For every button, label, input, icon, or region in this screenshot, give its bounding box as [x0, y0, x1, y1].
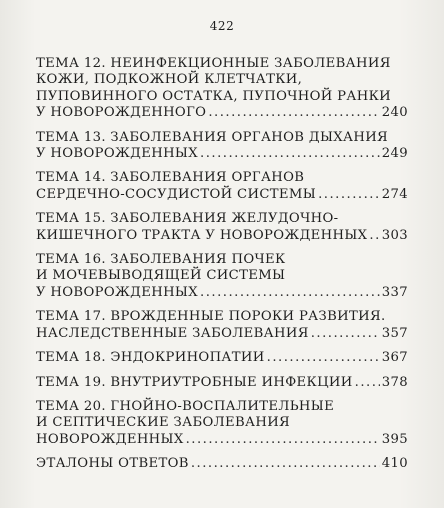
toc-entry-line: И СЕПТИЧЕСКИЕ ЗАБОЛЕВАНИЯ — [36, 415, 291, 431]
toc-page-number: 249 — [381, 146, 408, 162]
dot-leader — [267, 350, 380, 366]
toc-entry-text: У НОВОРОЖДЕННЫХ — [36, 284, 198, 300]
page-number: 422 — [209, 19, 235, 33]
toc-entry-text: У НОВОРОЖДЕННОГО — [36, 105, 207, 121]
toc-entry-text: НОВОРОЖДЕННЫХ — [36, 431, 184, 447]
toc-entry-14 — [36, 170, 408, 203]
toc-page-number: 410 — [381, 456, 408, 472]
toc-entry-last-line — [36, 326, 408, 342]
toc-entry-text: У НОВОРОЖДЕННЫХ — [36, 146, 198, 162]
toc-entry-17 — [36, 309, 408, 342]
dot-leader — [200, 285, 380, 301]
toc-entry-line: ТЕМА 17. ВРОЖДЕННЫЕ ПОРОКИ РАЗВИТИЯ. — [36, 309, 386, 325]
toc-page-number: 357 — [381, 325, 408, 341]
toc-entry-text: ТЕМА 18. ЭНДОКРИНОПАТИИ — [36, 350, 265, 366]
toc-entry-line: ТЕМА 15. ЗАБОЛЕВАНИЯ ЖЕЛУДОЧНО- — [36, 211, 339, 227]
toc-entry-last-line — [36, 350, 408, 366]
toc-entry-line: ПУПОВИННОГО ОСТАТКА, ПУПОЧНОЙ РАНКИ — [36, 88, 391, 104]
dot-leader — [200, 146, 380, 162]
dot-leader — [208, 105, 379, 121]
toc-page-number: 378 — [381, 374, 408, 390]
toc-entry-12 — [36, 56, 408, 122]
toc-entry-last-line — [36, 432, 408, 448]
toc-entry-last-line — [36, 285, 408, 301]
toc-entry-last-line — [36, 187, 408, 203]
toc-page-number: 303 — [381, 227, 408, 243]
toc-entry-15 — [36, 211, 408, 244]
toc-entry-last-line — [36, 228, 408, 244]
toc-entry-line: КОЖИ, ПОДКОЖНОЙ КЛЕТЧАТКИ, — [36, 72, 303, 88]
dot-leader — [186, 432, 380, 448]
toc-entry-13 — [36, 130, 408, 163]
toc-entry-20 — [36, 399, 408, 448]
dot-leader — [318, 187, 380, 203]
toc-page-number: 274 — [381, 186, 408, 202]
table-of-contents — [36, 56, 408, 481]
dot-leader — [369, 228, 379, 244]
toc-entry-line: ТЕМА 16. ЗАБОЛЕВАНИЯ ПОЧЕК — [36, 252, 286, 268]
toc-entry-text: ТЕМА 19. ВНУТРИУТРОБНЫЕ ИНФЕКЦИИ — [36, 374, 353, 390]
toc-entry-line: ТЕМА 12. НЕИНФЕКЦИОННЫЕ ЗАБОЛЕВАНИЯ — [36, 56, 391, 71]
toc-entry-last-line — [36, 105, 408, 121]
toc-entry-text: НАСЛЕДСТВЕННЫЕ ЗАБОЛЕВАНИЯ — [36, 325, 309, 341]
toc-entry-last-line — [36, 375, 408, 391]
toc-entry-text: КИШЕЧНОГО ТРАКТА У НОВОРОЖДЕННЫХ — [36, 227, 368, 243]
toc-page-number: 240 — [381, 105, 408, 121]
toc-page-number: 367 — [381, 350, 408, 366]
toc-entry-line: ТЕМА 14. ЗАБОЛЕВАНИЯ ОРГАНОВ — [36, 170, 305, 186]
toc-entry-text: ЭТАЛОНЫ ОТВЕТОВ — [36, 456, 189, 472]
toc-entry-18 — [36, 350, 408, 366]
toc-entry-last-line — [36, 456, 408, 472]
toc-entry-19 — [36, 375, 408, 391]
dot-leader — [355, 375, 380, 391]
toc-entry-last-line — [36, 146, 408, 162]
dot-leader — [191, 456, 380, 472]
toc-entry-answers — [36, 456, 408, 472]
toc-page-number: 337 — [381, 284, 408, 300]
dot-leader — [311, 326, 380, 342]
toc-entry-line: И МОЧЕВЫВОДЯЩЕЙ СИСТЕМЫ — [36, 268, 286, 284]
toc-entry-line: ТЕМА 20. ГНОЙНО-ВОСПАЛИТЕЛЬНЫЕ — [36, 398, 335, 414]
toc-entry-line: ТЕМА 13. ЗАБОЛЕВАНИЯ ОРГАНОВ ДЫХАНИЯ — [36, 129, 389, 145]
toc-entry-text: СЕРДЕЧНО-СОСУДИСТОЙ СИСТЕМЫ — [36, 186, 317, 202]
toc-entry-16 — [36, 252, 408, 301]
toc-page-number: 395 — [381, 431, 408, 447]
